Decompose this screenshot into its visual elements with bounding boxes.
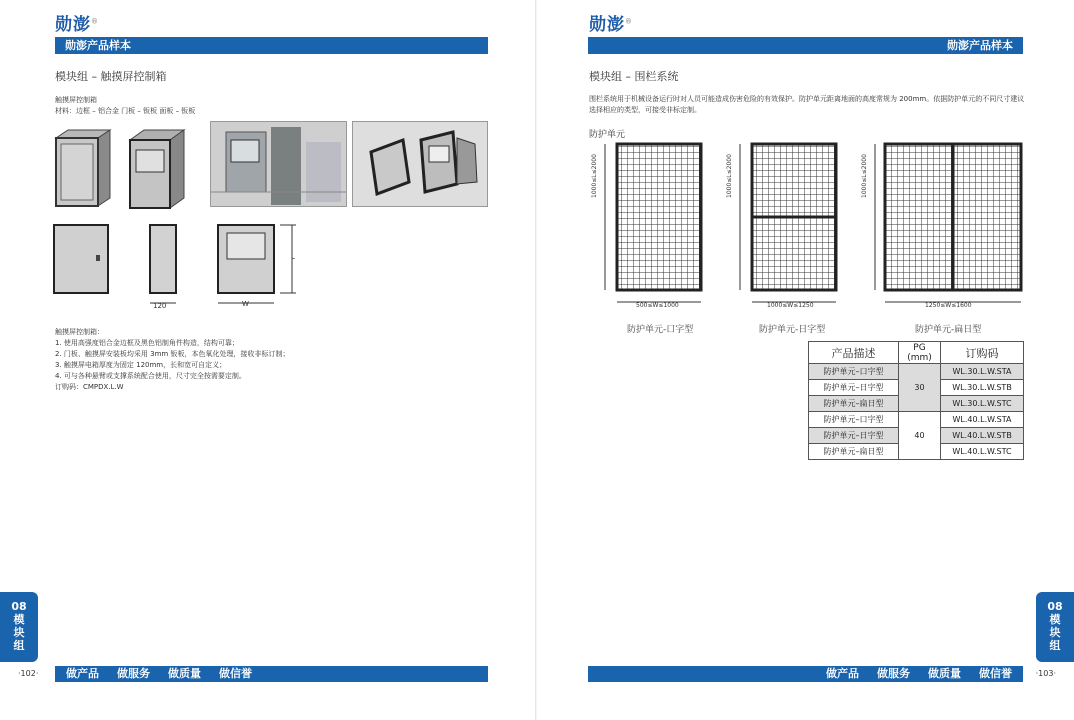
control-box-closed-image	[52, 128, 114, 212]
right-page	[537, 0, 1074, 720]
notes-block: 触摸屏控制箱： 1. 使用高强度铝合金边框及黑色铝制角件构造，结构可靠； 2. 门板、触摸屏安装板均采用 3mm 钣板，本色氧化处理，接收非标订制； 3. 触摸屏电箱厚度为固定 120mm，长和宽可自定义； 4. 可与各种悬臂或支撑系统配合使用，尺寸完全按需要定制。 订购码：CMPDX.L.W	[55, 328, 290, 391]
fence-panel-square	[597, 140, 707, 312]
section-title: 模块组 – 围栏系统	[589, 70, 679, 83]
depth-dimension: 120	[153, 302, 167, 310]
fence-panel-double	[732, 140, 842, 312]
table-row: 防护单元–扁日型 WL.30.L.W.STC	[809, 396, 1024, 412]
fence-panel-wide	[867, 140, 1027, 312]
width-dimension: W	[242, 300, 249, 308]
table-row: 防护单元–扁日型 WL.40.L.W.STC	[809, 444, 1024, 460]
control-box-render-photo	[352, 121, 488, 207]
control-box-screen-image	[126, 128, 188, 212]
table-row: 防护单元–日字型 WL.40.L.W.STB	[809, 428, 1024, 444]
page-header-band: 勋澎产品样本	[55, 37, 488, 54]
col-header-desc: 产品描述	[809, 342, 899, 364]
page-number: ·102·	[18, 669, 39, 678]
product-desc: 触摸屏控制箱 材料：边框 – 铝合金 门板 – 钣板 面板 – 钣板	[55, 96, 196, 115]
panel-a-width: 500≤W≤1000	[636, 302, 679, 309]
table-row: 防护单元–口字型 30 WL.30.L.W.STA	[809, 364, 1024, 380]
unit-label: 防护单元	[589, 130, 626, 140]
length-dimension: L	[291, 253, 295, 261]
footer-band: 做产品 做服务 做质量 做信誉	[588, 666, 1023, 682]
intro-text: 围栏系统用于机械设备运行时对人员可能造成伤害危险的有效保护。防护单元距离地面的高度常规为 200mm。依据防护单元的不同尺寸建议 选择相应的类型，可接受非标定制。	[589, 95, 1025, 114]
col-header-code: 订购码	[941, 342, 1024, 364]
panel-b-height: 1000≤L≤2000	[726, 154, 733, 198]
chapter-tab: 08 模 块 组	[0, 592, 38, 662]
panel-b-caption: 防护单元-日字型	[759, 325, 826, 335]
page-number: ·103·	[1035, 669, 1056, 678]
panel-a-height: 1000≤L≤2000	[591, 154, 598, 198]
chapter-tab: 08 模 块 组	[1036, 592, 1074, 662]
table-row: 防护单元–口字型 40 WL.40.L.W.STA	[809, 412, 1024, 428]
control-box-installed-photo	[210, 121, 347, 207]
footer-band: 做产品 做服务 做质量 做信誉	[55, 666, 488, 682]
order-code-table	[808, 341, 1024, 460]
table-row: 防护单元–日字型 WL.30.L.W.STB	[809, 380, 1024, 396]
screen-view-drawing	[216, 223, 300, 309]
col-header-pg: PG (mm)	[899, 342, 941, 364]
brand-logo: 勋澎®	[55, 15, 99, 35]
panel-c-width: 1250≤W≤1600	[925, 302, 972, 309]
panel-c-height: 1000≤L≤2000	[861, 154, 868, 198]
brand-logo: 勋澎®	[589, 15, 633, 35]
panel-a-caption: 防护单元-口字型	[627, 325, 694, 335]
side-view-drawing	[147, 223, 181, 313]
front-view-drawing	[52, 223, 110, 295]
panel-c-caption: 防护单元-扁日型	[915, 325, 982, 335]
section-title: 模块组 – 触摸屏控制箱	[55, 70, 167, 83]
panel-b-width: 1000≤W≤1250	[767, 302, 814, 309]
page-header-band: 勋澎产品样本	[588, 37, 1023, 54]
